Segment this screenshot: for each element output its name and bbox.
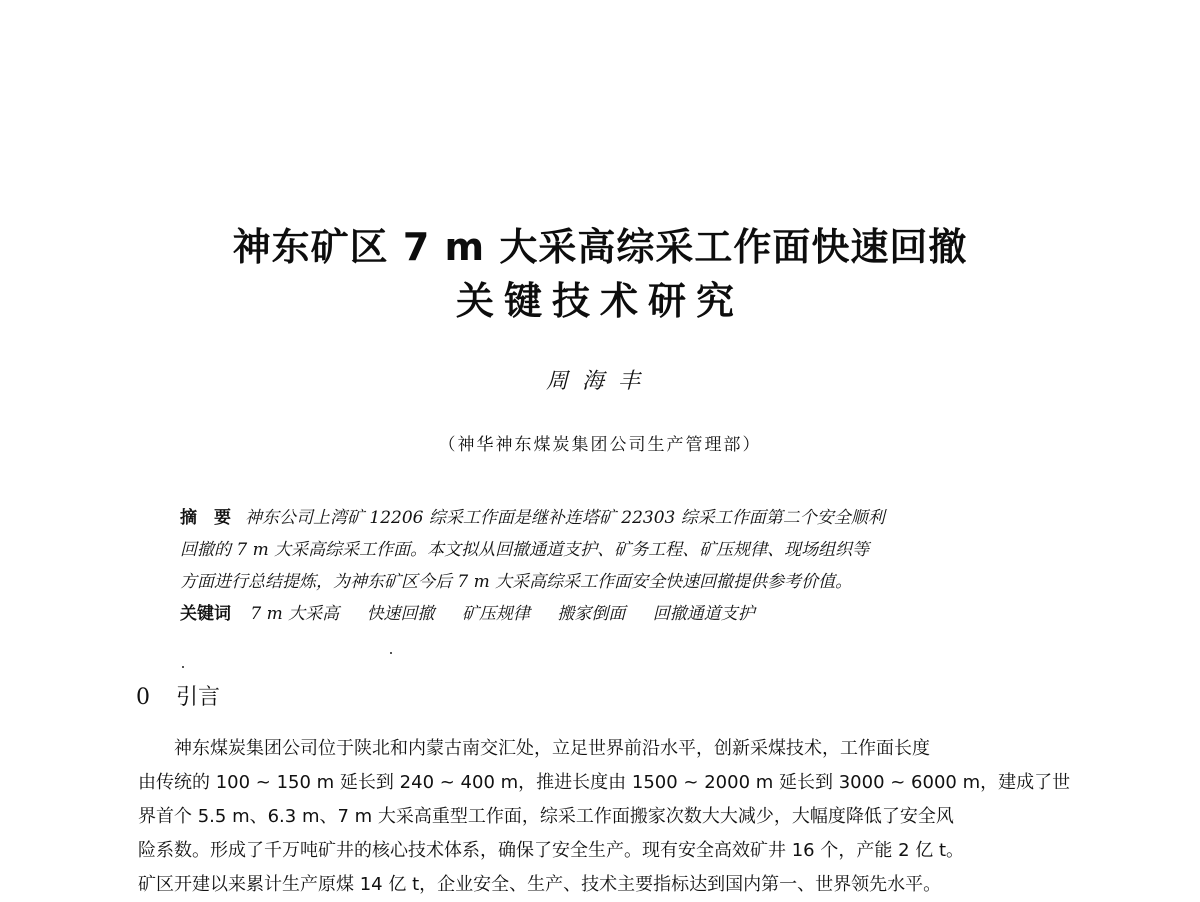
body-line-2: 由传统的 100 ~ 150 m 延长到 240 ~ 400 m，推进长度由 1500 ~ 2000 m 延长到 3000 ~ 6000 m，建成了世 xyxy=(138,772,1071,793)
author-name: 周海丰 xyxy=(545,369,654,394)
body-line-3: 界首个 5.5 m、6.3 m、7 m 大采高重型工作面，综采工作面搬家次数大大减少，大幅度降低了安全风 xyxy=(138,806,954,827)
title-line-2: 关键技术研究 xyxy=(455,279,744,323)
section-number: 0 xyxy=(136,685,150,710)
scan-speck xyxy=(182,666,184,668)
keyword-item: 7 m 大采高 xyxy=(250,604,340,624)
section-heading xyxy=(136,680,220,711)
title-line-1: 神东矿区 7 m 大采高综采工作面快速回撤 xyxy=(232,225,968,269)
keyword-item: 回撤通道支护 xyxy=(652,604,755,624)
abstract-line-2: 回撤的 7 m 大采高综采工作面。本文拟从回撤通道支护、矿务工程、矿压规律、现场组织等 xyxy=(180,540,870,560)
affiliation: （神华神东煤炭集团公司生产管理部） xyxy=(438,435,762,455)
section-title: 引言 xyxy=(176,685,221,710)
keywords-label: 关键词 xyxy=(180,604,231,624)
body-line-1: 神东煤炭集团公司位于陕北和内蒙古南交汇处，立足世界前沿水平，创新采煤技术，工作面长度 xyxy=(174,738,930,759)
abstract-text-1: 神东公司上湾矿 12206 综采工作面是继补连塔矿 22303 综采工作面第二个安全顺利 xyxy=(245,508,885,528)
abstract-line-3: 方面进行总结提炼，为神东矿区今后 7 m 大采高综采工作面安全快速回撤提供参考价值。 xyxy=(180,572,853,592)
keyword-item: 搬家倒面 xyxy=(557,604,626,624)
keyword-item: 快速回撤 xyxy=(366,604,435,624)
body-line-4: 险系数。形成了千万吨矿井的核心技术体系，确保了安全生产。现有安全高效矿井 16 个，产能 2 亿 t。 xyxy=(138,840,965,861)
body-line-5: 矿区开建以来累计生产原煤 14 亿 t，企业安全、生产、技术主要指标达到国内第一、世界领先水平。 xyxy=(138,874,942,895)
abstract-label: 摘 要 xyxy=(180,508,231,528)
scan-speck xyxy=(390,652,392,654)
abstract-line-1 xyxy=(180,502,1040,534)
keywords-line xyxy=(180,598,1040,630)
keyword-item: 矿压规律 xyxy=(461,604,530,624)
